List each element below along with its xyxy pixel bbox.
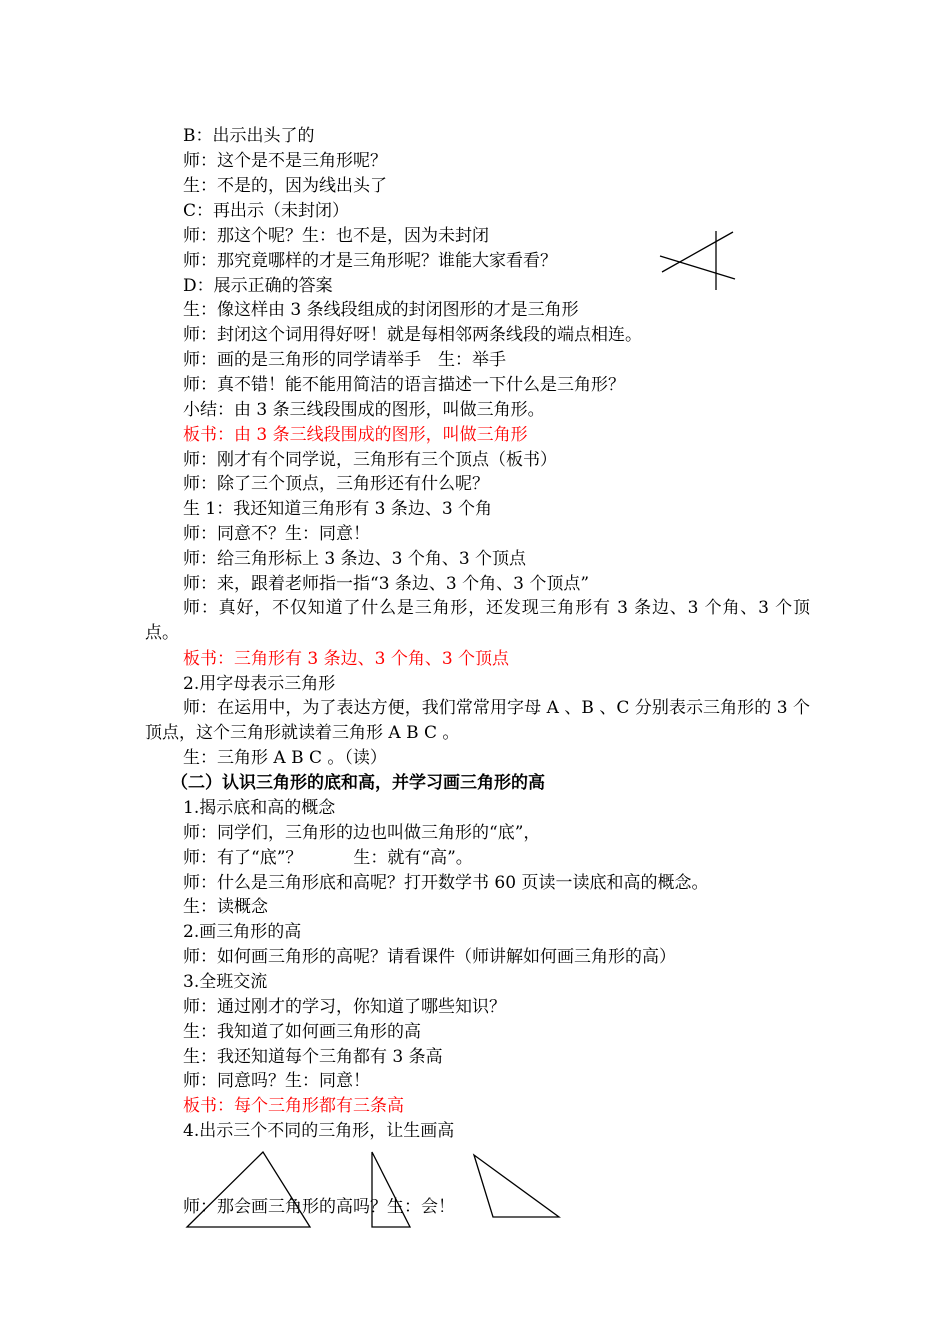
- section-item: 4.出示三个不同的三角形，让生画高: [183, 1121, 455, 1141]
- text-line: 师：那这个呢？生：也不是，因为未封闭: [183, 226, 489, 246]
- crossed-lines-figure: [660, 231, 735, 290]
- text-line: 师：同意不？生：同意！: [183, 524, 370, 544]
- text-line: 师：给三角形标上 3 条边、3 个角、3 个顶点: [183, 549, 527, 569]
- text-line: 师：画的是三角形的同学请举手 生：举手: [183, 350, 506, 370]
- text-line: B：出示出头了的: [183, 126, 315, 146]
- board-note: 板书：每个三角形都有三条高: [183, 1096, 404, 1116]
- text-line: 师：刚才有个同学说，三角形有三个顶点（板书）: [183, 450, 557, 470]
- text-line: 师：同学们，三角形的边也叫做三角形的“底”，: [183, 823, 541, 843]
- board-note: 板书：由 3 条三线段围成的图形，叫做三角形: [183, 425, 528, 445]
- text-paragraph: 师：真好，不仅知道了什么是三角形，还发现三角形有 3 条边、3 个角、3 个顶点。: [145, 598, 810, 643]
- text-line: 师：什么是三角形底和高呢？打开数学书 60 页读一读底和高的概念。: [183, 873, 709, 893]
- triangle-obtuse: [474, 1155, 559, 1217]
- section-item: 2.用字母表示三角形: [183, 674, 336, 694]
- text-line: 师：来，跟着老师指一指“3 条边、3 个角、3 个顶点”: [183, 574, 590, 594]
- summary-line: 小结：由 3 条三线段围成的图形，叫做三角形。: [183, 400, 545, 420]
- text-line: 生：像这样由 3 条线段组成的封闭图形的才是三角形: [183, 300, 579, 320]
- text-line: 生：我还知道每个三角都有 3 条高: [183, 1047, 443, 1067]
- text-line: 师：那究竟哪样的才是三角形呢？谁能大家看看？: [183, 251, 557, 271]
- text-line: D：展示正确的答案: [183, 276, 333, 296]
- text-paragraph: 师：在运用中，为了表达方便，我们常常用字母 A 、B 、C 分别表示三角形的 3 个顶点，这个三角形就读着三角形 A B C 。: [145, 698, 810, 743]
- section-item: 3.全班交流: [183, 972, 268, 992]
- triangle-right: [372, 1152, 410, 1227]
- board-note: 板书：三角形有 3 条边、3 个角、3 个顶点: [183, 649, 510, 669]
- text-line: 生：读概念: [183, 897, 268, 917]
- text-line: 生：不是的，因为线出头了: [183, 176, 387, 196]
- section-item: 1.揭示底和高的概念: [183, 798, 336, 818]
- text-line: 师：如何画三角形的高呢？请看课件（师讲解如何画三角形的高）: [183, 947, 676, 967]
- text-line: 师：同意吗？生：同意！: [183, 1071, 370, 1091]
- section-heading: （二）认识三角形的底和高，并学习画三角形的高: [171, 773, 545, 793]
- text-line: 师：除了三个顶点，三角形还有什么呢？: [183, 474, 489, 494]
- figure-line: [662, 232, 733, 272]
- text-line: 师：那会画三角形的高吗？生：会！: [183, 1197, 455, 1217]
- text-line: 生 1：我还知道三角形有 3 条边、3 个角: [183, 499, 493, 519]
- triangle-acute: [187, 1152, 310, 1227]
- text-line: 师：有了“底”？ 生：就有“高”。: [183, 848, 473, 868]
- text-line: 师：真不错！能不能用简洁的语言描述一下什么是三角形？: [183, 375, 625, 395]
- text-line: 生：我知道了如何画三角形的高: [183, 1022, 421, 1042]
- text-line: 师：通过刚才的学习，你知道了哪些知识？: [183, 997, 506, 1017]
- section-item: 2.画三角形的高: [183, 922, 302, 942]
- text-line: 师：封闭这个词用得好呀！就是每相邻两条线段的端点相连。: [183, 325, 642, 345]
- text-line: 生：三角形 A B C 。（读）: [183, 748, 387, 768]
- text-line: C：再出示（未封闭）: [183, 201, 350, 221]
- text-line: 师：这个是不是三角形呢？: [183, 151, 387, 171]
